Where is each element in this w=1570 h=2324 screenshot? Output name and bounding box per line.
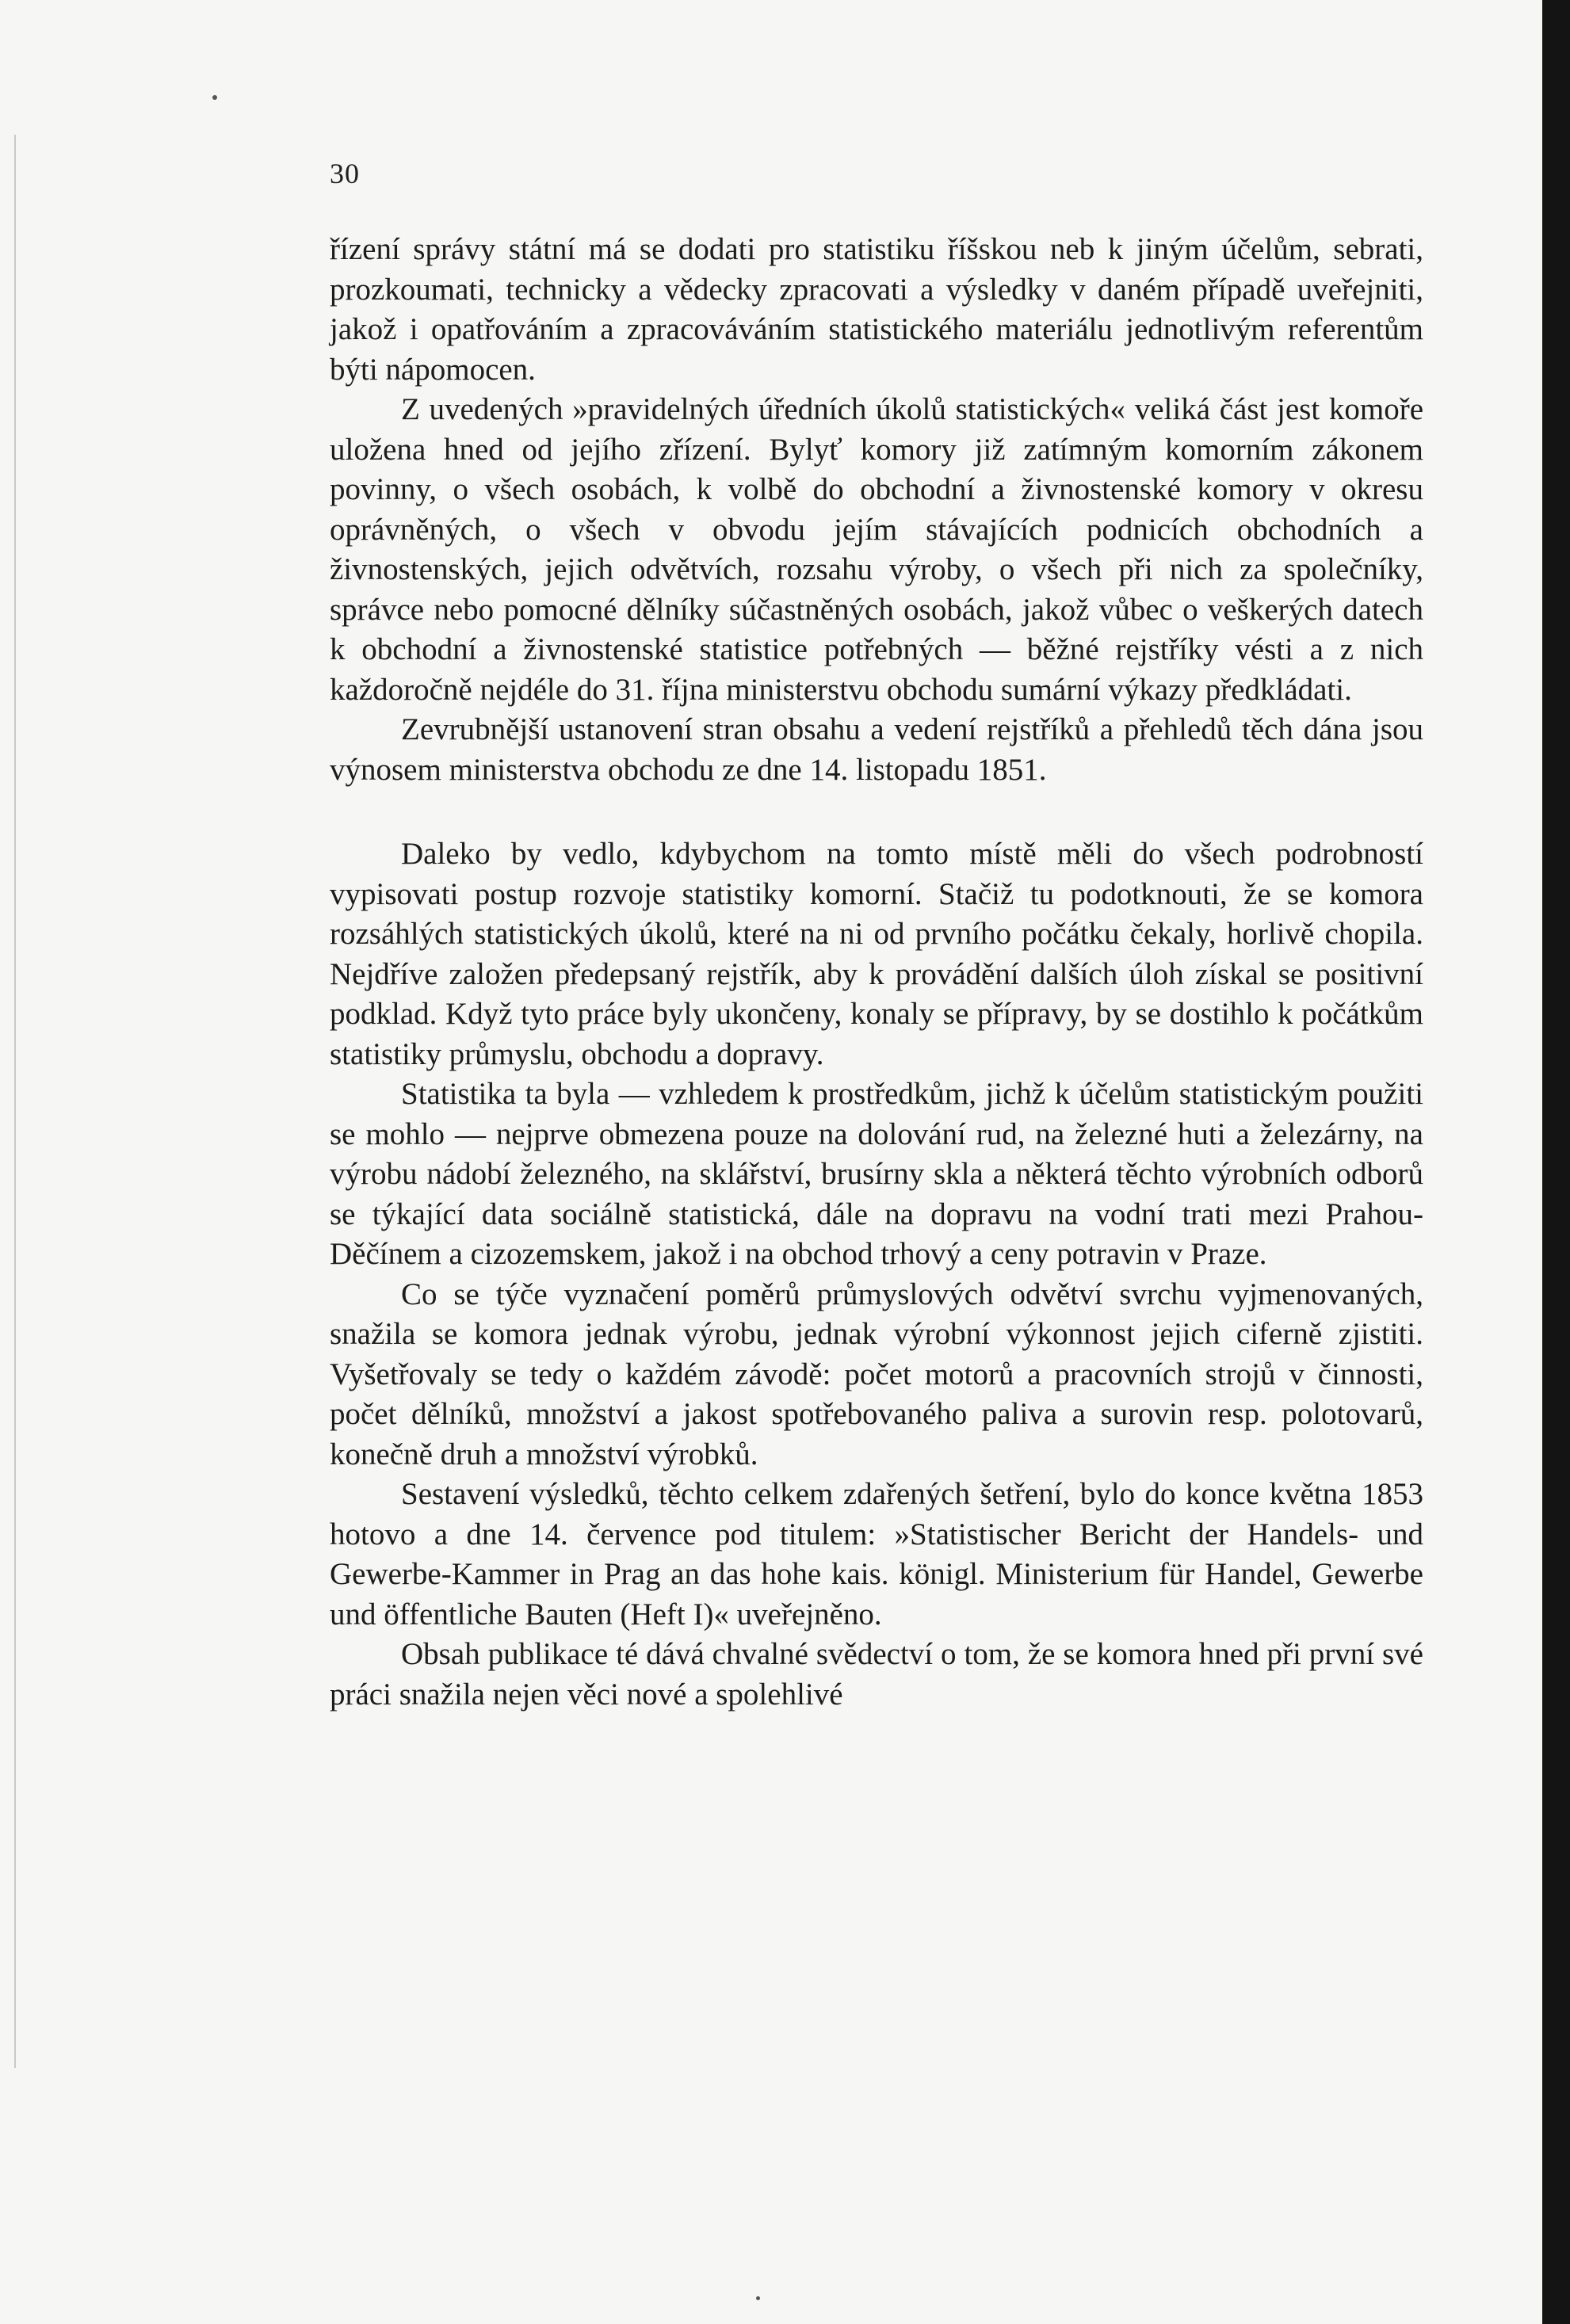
page-number: 30: [330, 158, 360, 189]
page-edge-line: [14, 135, 16, 2068]
body-text: [330, 230, 1423, 1715]
paragraph: Obsah publikace té dává chvalné svědectví o tom, že se komora hned při první své práci snažila nejen věci nové a spolehlivé: [330, 1637, 1423, 1712]
paragraph: Statistika ta byla — vzhledem k prostředkům, jichž k účelům statistickým použiti se mohlo — nejprve obmezena pouze na dolování rud, na železné huti a železárny, na výrobu nádobí železného, na sklářství, brusírny skla a některá těchto výrobních odborů se týkající data sociálně statistická, dále na dopravu na vodní trati mezi Prahou-Děčínem a cizozemskem, jakož i na obchod trhový a ceny potravin v Praze.: [330, 1077, 1423, 1271]
paragraph: Daleko by vedlo, kdybychom na tomto místě měli do všech podrobností vypisovati postup rozvoje statistiky komorní. Stačiž tu podotknouti, že se komora rozsáhlých statistických úkolů, které na ni od prvního počátku čekaly, horlivě chopila. Nejdříve založen předepsaný rejstřík, aby k provádění dalších úloh získal se positivní podklad. Když tyto práce byly ukončeny, konaly se přípravy, by se dostihlo k počátkům statistiky průmyslu, obchodu a dopravy.: [330, 837, 1423, 1071]
section-gap: [330, 790, 1423, 834]
paragraph: Z uvedených »pravidelných úředních úkolů statistických« veliká část jest komoře uložena hned od jejího zřízení. Bylyť komory již zatímným komorním zákonem povinny, o všech osobách, k volbě do obchodní a živnostenské komory v okresu oprávněných, o všech v obvodu jejím stávajících podnicích obchodních a živnostenských, jejich odvětvích, rozsahu výroby, o všech při nich za společníky, správce nebo pomocné dělníky súčastněných osobách, jakož vůbec o veškerých datech k obchodní a živnostenské statistice potřebných — běžné rejstříky vésti a z nich každoročně nejdéle do 31. října ministerstvu obchodu sumární výkazy předkládati.: [330, 392, 1423, 707]
paragraph: řízení správy státní má se dodati pro statistiku říšskou neb k jiným účelům, sebrati, prozkoumati, technicky a vědecky zpracovati a výsledky v daném případě uveřejniti, jakož i opatřováním a zpracováváním statistického materiálu jednotlivým referentům býti nápomocen.: [330, 232, 1423, 387]
paragraph: Co se týče vyznačení poměrů průmyslových odvětví svrchu vyjmenovaných, snažila se komora jednak výrobu, jednak výrobní výkonnost jejich ciferně zjistiti. Vyšetřovaly se tedy o každém závodě: počet motorů a pracovních strojů v činnosti, počet dělníků, množství a jakost spotřebovaného paliva a surovin resp. polotovarů, konečně druh a množství výrobků.: [330, 1276, 1423, 1471]
speck-mark: [756, 2296, 760, 2300]
paragraph: Sestavení výsledků, těchto celkem zdařených šetření, bylo do konce května 1853 hotovo a dne 14. července pod titulem: »Statistischer Bericht der Handels- und Gewerbe-Kammer in Prag an das hohe kais. königl. Ministerium für Handel, Gewerbe und öffentliche Bauten (Heft I)« uveřejněno.: [330, 1477, 1423, 1631]
speck-mark: [212, 95, 217, 100]
paragraph: Zevrubnější ustanovení stran obsahu a vedení rejstříků a přehledů těch dána jsou výnosem ministerstva obchodu ze dne 14. listopadu 1851.: [330, 712, 1423, 787]
